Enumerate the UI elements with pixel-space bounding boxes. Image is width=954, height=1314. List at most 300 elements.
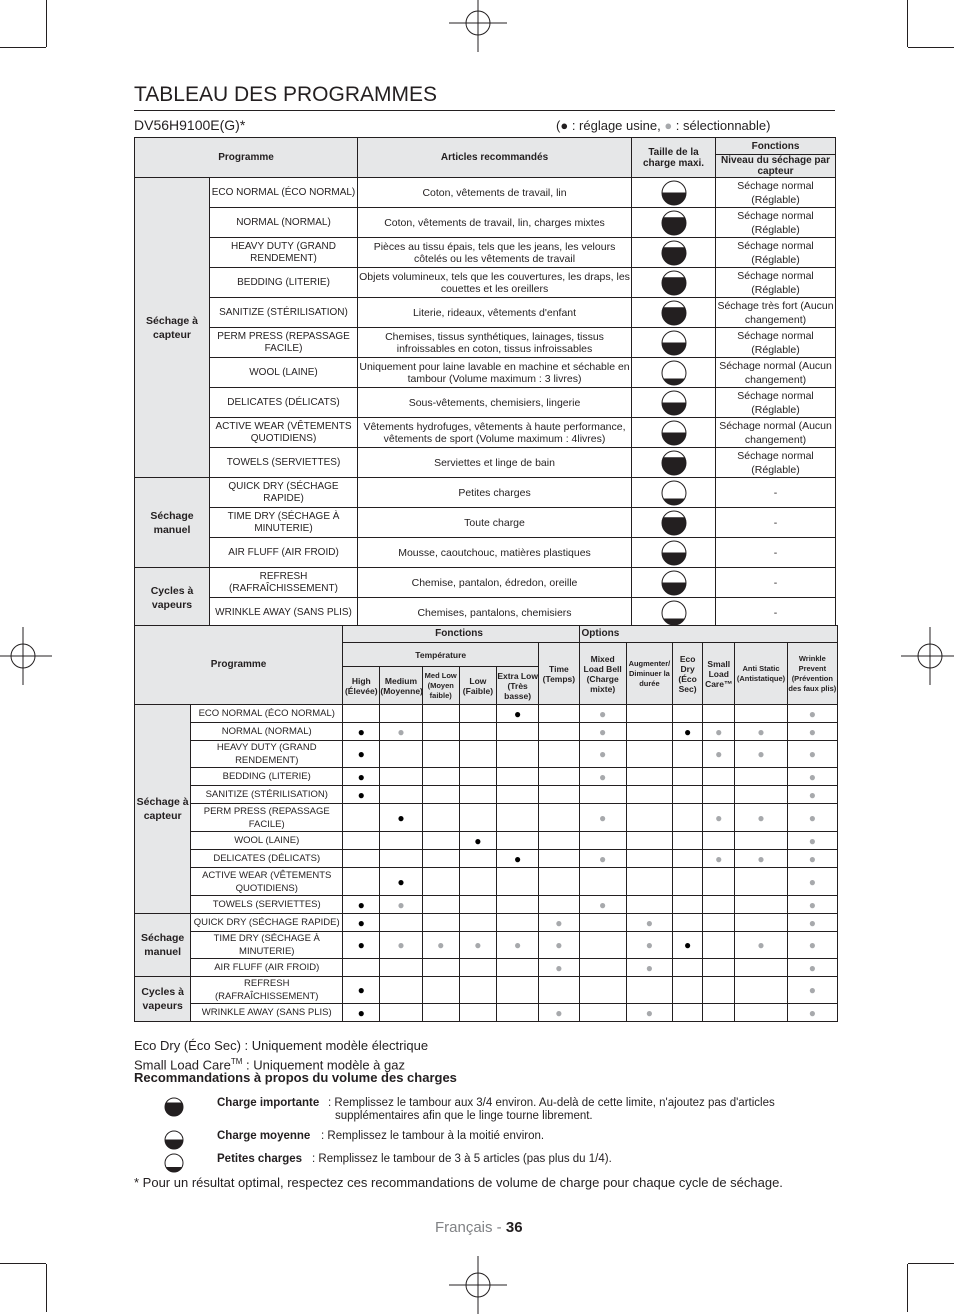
- option-cell: [459, 786, 496, 804]
- option-cell: [459, 1004, 496, 1022]
- selectable-dot-icon: ●: [397, 938, 405, 952]
- full-load-icon: [661, 450, 687, 476]
- page-number-value: 36: [505, 1219, 523, 1236]
- table-row: [135, 418, 836, 448]
- selectable-dot-icon: ●: [757, 938, 765, 952]
- programme-name: HEAVY DUTY (GRAND RENDEMENT): [191, 741, 343, 768]
- option-cell: [459, 705, 496, 723]
- option-cell: [459, 914, 496, 932]
- load-size-cell: [632, 208, 716, 238]
- load-size-cell: [632, 388, 716, 418]
- programme-name: ACTIVE WEAR (VÊTEMENTS QUOTIDIENS): [191, 868, 343, 896]
- option-cell: [539, 768, 579, 786]
- option-cell: [422, 868, 459, 896]
- option-cell: [703, 786, 735, 804]
- option-cell: [459, 977, 496, 1004]
- option-cell: [735, 741, 787, 768]
- option-cell: [703, 768, 735, 786]
- selectable-dot-icon: ●: [437, 938, 445, 952]
- option-cell: [579, 832, 626, 850]
- default-dot-icon: ●: [357, 983, 365, 997]
- option-cell: [735, 914, 787, 932]
- programme-name: BEDDING (LITERIE): [191, 768, 343, 786]
- option-cell: [626, 741, 672, 768]
- articles-cell: Pièces au tissu épais, tels que les jeans, les velours côtelés ou les vêtements de travail: [358, 238, 632, 268]
- option-cell: [422, 832, 459, 850]
- header-time: Time (Temps): [539, 643, 579, 705]
- option-cell: [703, 850, 735, 868]
- articles-cell: Chemises, pantalons, chemisiers: [358, 598, 632, 628]
- option-cell: [343, 868, 380, 896]
- option-cell: [673, 914, 703, 932]
- option-cell: [422, 786, 459, 804]
- option-cell: [343, 896, 380, 914]
- trademark: TM: [230, 1057, 243, 1066]
- header-taille: Taille de la charge maxi.: [632, 138, 716, 178]
- option-cell: [380, 977, 422, 1004]
- table-row: [135, 850, 838, 868]
- option-cell: [539, 741, 579, 768]
- crop-mark: [908, 47, 954, 48]
- option-cell: [459, 804, 496, 832]
- selectable-dot-icon: ●: [715, 747, 723, 761]
- programme-name: NORMAL (NORMAL): [191, 723, 343, 741]
- half-load-icon: [661, 570, 687, 596]
- option-cell: [703, 959, 735, 977]
- option-cell: [703, 1004, 735, 1022]
- selectable-dot-icon: ●: [757, 747, 765, 761]
- option-cell: [380, 705, 422, 723]
- articles-cell: Uniquement pour laine lavable en machine et séchable en tambour (Volume maximum : 3 livres): [358, 358, 632, 388]
- dry-level-cell: Séchage normal (Réglable): [716, 268, 836, 298]
- option-cell: [626, 977, 672, 1004]
- programme-name: ECO NORMAL (ÉCO NORMAL): [210, 178, 358, 208]
- selectable-dot-icon: ●: [808, 833, 816, 848]
- dry-level-cell: -: [716, 538, 836, 568]
- programme-name: REFRESH (RAFRAÎCHISSEMENT): [210, 568, 358, 598]
- option-cell: [787, 932, 837, 959]
- option-cell: [539, 896, 579, 914]
- option-cell: [380, 804, 422, 832]
- selectable-dot-icon: ●: [474, 938, 482, 952]
- selectable-dot-icon: ●: [599, 897, 607, 912]
- table-row: [135, 358, 836, 388]
- table-row: [135, 705, 838, 723]
- table-row: [135, 298, 836, 328]
- option-cell: [343, 914, 380, 932]
- option-cell: [497, 804, 539, 832]
- option-cell: [497, 914, 539, 932]
- full-load-icon: [661, 270, 687, 296]
- option-cell: [539, 786, 579, 804]
- programme-name: TIME DRY (SÉCHAGE À MINUTERIE): [210, 508, 358, 538]
- crop-mark: [908, 1263, 954, 1264]
- option-cell: [787, 896, 837, 914]
- selectable-dot-icon: ●: [599, 851, 607, 866]
- table-row: [135, 896, 838, 914]
- option-cell: [539, 850, 579, 868]
- crop-mark: [46, 1264, 47, 1312]
- selectable-dot-icon: ●: [715, 851, 723, 866]
- programme-name: AIR FLUFF (AIR FROID): [191, 959, 343, 977]
- option-cell: [343, 786, 380, 804]
- option-cell: [343, 932, 380, 959]
- header-anti-static: Anti Static (Antistatique): [735, 643, 787, 705]
- header-eco-dry: Eco Dry (Éco Sec): [673, 643, 703, 705]
- option-cell: [787, 832, 837, 850]
- table-row: [135, 1004, 838, 1022]
- header-augmenter-diminuer: Augmenter/ Diminuer la durée: [626, 643, 672, 705]
- option-cell: [673, 1004, 703, 1022]
- option-cell: [343, 741, 380, 768]
- selectable-dot-icon: ●: [555, 960, 563, 975]
- header-temperature: Température: [343, 643, 539, 667]
- programme-name: BEDDING (LITERIE): [210, 268, 358, 298]
- option-cell: [626, 868, 672, 896]
- load-size-cell: [632, 298, 716, 328]
- half-load-icon: [661, 180, 687, 206]
- group-name: Séchage à capteur: [135, 705, 191, 914]
- selectable-dot-icon: ●: [757, 810, 765, 825]
- selectable-dot-icon: ●: [808, 915, 816, 930]
- option-cell: [673, 705, 703, 723]
- selectable-dot-icon: ●: [808, 724, 816, 739]
- option-cell: [673, 896, 703, 914]
- option-cell: [626, 896, 672, 914]
- crop-mark: [907, 0, 908, 47]
- programme-name: SANITIZE (STÉRILISATION): [191, 786, 343, 804]
- option-cell: [579, 768, 626, 786]
- crop-mark: [0, 47, 46, 48]
- programme-name: PERM PRESS (REPASSAGE FACILE): [191, 804, 343, 832]
- registration-mark-icon: [901, 627, 954, 685]
- option-cell: [497, 832, 539, 850]
- option-cell: [735, 804, 787, 832]
- full-load-icon: [661, 240, 687, 266]
- articles-cell: Sous-vêtements, chemisiers, lingerie: [358, 388, 632, 418]
- legend-selectable-text: : sélectionnable): [672, 118, 771, 133]
- model-notes: [134, 1038, 428, 1073]
- option-cell: [626, 786, 672, 804]
- option-cell: [459, 741, 496, 768]
- option-cell: [422, 741, 459, 768]
- option-cell: [497, 1004, 539, 1022]
- table-row: [135, 388, 836, 418]
- dry-level-cell: Séchage normal (Réglable): [716, 238, 836, 268]
- articles-cell: Literie, rideaux, vêtements d'enfant: [358, 298, 632, 328]
- recommendation-label: Charge moyenne: [217, 1130, 311, 1142]
- option-cell: [735, 932, 787, 959]
- table-row: [135, 868, 838, 896]
- programme-name: TIME DRY (SÉCHAGE À MINUTERIE): [191, 932, 343, 959]
- option-cell: [380, 723, 422, 741]
- option-cell: [422, 914, 459, 932]
- option-cell: [626, 832, 672, 850]
- option-cell: [539, 804, 579, 832]
- group-name: Cycles à vapeurs: [135, 568, 210, 628]
- option-cell: [787, 804, 837, 832]
- header-temp-medium: Medium (Moyenne): [380, 667, 422, 705]
- recommendation-label: Charge importante: [217, 1097, 320, 1109]
- model-number: DV56H9100E(G)*: [134, 117, 246, 133]
- small-load-text: : Uniquement modèle à gaz: [242, 1057, 405, 1073]
- option-cell: [380, 768, 422, 786]
- crop-mark: [907, 1264, 908, 1312]
- half-load-icon: [661, 420, 687, 446]
- selectable-dot-icon: ●: [514, 938, 522, 952]
- option-cell: [459, 832, 496, 850]
- programme-name: TOWELS (SERVIETTES): [191, 896, 343, 914]
- dry-level-cell: Séchage normal (Aucun changement): [716, 418, 836, 448]
- option-cell: [626, 959, 672, 977]
- half-load-icon: [661, 330, 687, 356]
- option-cell: [343, 977, 380, 1004]
- load-size-cell: [632, 478, 716, 508]
- option-cell: [539, 868, 579, 896]
- selectable-dot-icon: ●: [555, 915, 563, 930]
- recommendation-text: : Remplissez le tambour aux 3/4 environ. Au-delà de cette limite, n'ajoutez pas d'articles: [328, 1097, 775, 1109]
- full-load-icon: [661, 510, 687, 536]
- small-load-icon: [661, 360, 687, 386]
- selectable-dot-icon: ●: [808, 787, 816, 802]
- full-load-icon: [661, 210, 687, 236]
- option-cell: [703, 723, 735, 741]
- selectable-dot-icon: ●: [808, 706, 816, 721]
- programme-name: WRINKLE AWAY (SANS PLIS): [210, 598, 358, 628]
- option-cell: [422, 1004, 459, 1022]
- option-cell: [787, 977, 837, 1004]
- selectable-dot-icon: ●: [808, 938, 816, 952]
- programme-name: WRINKLE AWAY (SANS PLIS): [191, 1004, 343, 1022]
- option-cell: [343, 959, 380, 977]
- registration-mark-icon: [449, 1256, 507, 1314]
- default-dot-icon: ●: [474, 833, 482, 848]
- option-cell: [787, 768, 837, 786]
- programme-name: REFRESH (RAFRAÎCHISSEMENT): [191, 977, 343, 1004]
- option-cell: [735, 959, 787, 977]
- recommendation-text-cont: supplémentaires afin que le linge tourne librement.: [335, 1110, 593, 1122]
- table-row: [135, 723, 838, 741]
- selectable-dot-icon: ●: [599, 724, 607, 739]
- selectable-dot-icon: ●: [645, 938, 654, 952]
- programme-name: PERM PRESS (REPASSAGE FACILE): [210, 328, 358, 358]
- load-size-cell: [632, 358, 716, 388]
- option-cell: [539, 723, 579, 741]
- option-cell: [422, 896, 459, 914]
- option-cell: [703, 804, 735, 832]
- option-cell: [380, 932, 422, 959]
- selectable-dot-icon: ●: [645, 915, 654, 930]
- default-dot-icon: ●: [514, 851, 522, 866]
- articles-cell: Objets volumineux, tels que les couvertures, les draps, les couettes et les oreillers: [358, 268, 632, 298]
- option-cell: [735, 768, 787, 786]
- option-cell: [735, 1004, 787, 1022]
- option-cell: [673, 932, 703, 959]
- option-cell: [539, 832, 579, 850]
- programme-name: ACTIVE WEAR (VÊTEMENTS QUOTIDIENS): [210, 418, 358, 448]
- default-dot-icon: ●: [357, 897, 365, 912]
- table-row: [135, 804, 838, 832]
- option-cell: [343, 768, 380, 786]
- option-cell: [673, 868, 703, 896]
- articles-cell: Coton, vêtements de travail, lin, charges mixtes: [358, 208, 632, 238]
- selectable-dot-icon: ●: [757, 851, 765, 866]
- option-cell: [539, 1004, 579, 1022]
- header-niveau: Niveau du séchage par capteur: [716, 155, 836, 178]
- option-cell: [703, 896, 735, 914]
- page-lang: Français -: [435, 1219, 506, 1236]
- option-cell: [343, 1004, 380, 1022]
- default-dot-icon: ●: [560, 118, 569, 133]
- selectable-dot-icon: ●: [808, 747, 816, 761]
- default-dot-icon: ●: [357, 938, 365, 952]
- option-cell: [459, 850, 496, 868]
- option-cell: [343, 705, 380, 723]
- selectable-dot-icon: ●: [599, 747, 607, 761]
- option-cell: [626, 1004, 672, 1022]
- option-cell: [703, 832, 735, 850]
- selectable-dot-icon: ●: [808, 960, 816, 975]
- table-row: [135, 977, 838, 1004]
- selectable-dot-icon: ●: [645, 960, 654, 975]
- option-cell: [539, 705, 579, 723]
- default-dot-icon: ●: [357, 747, 365, 761]
- crop-mark: [0, 1263, 46, 1264]
- small-load-icon: [164, 1153, 184, 1177]
- group-name: Cycles à vapeurs: [135, 977, 191, 1022]
- option-cell: [703, 932, 735, 959]
- option-cell: [579, 914, 626, 932]
- option-cell: [579, 868, 626, 896]
- selectable-dot-icon: ●: [599, 706, 607, 721]
- program-table-options: [134, 625, 838, 1022]
- default-dot-icon: ●: [357, 915, 365, 930]
- option-cell: [579, 896, 626, 914]
- load-size-cell: [632, 178, 716, 208]
- table-row: [135, 538, 836, 568]
- option-cell: [422, 977, 459, 1004]
- load-size-cell: [632, 238, 716, 268]
- registration-mark-icon: [449, 0, 507, 52]
- selectable-dot-icon: ●: [808, 769, 816, 784]
- option-cell: [497, 768, 539, 786]
- load-size-cell: [632, 418, 716, 448]
- programme-name: SANITIZE (STÉRILISATION): [210, 298, 358, 328]
- programme-name: QUICK DRY (SÉCHAGE RAPIDE): [191, 914, 343, 932]
- header-mixed-load: Mixed Load Bell (Charge mixte): [579, 643, 626, 705]
- group-name: Séchage manuel: [135, 478, 210, 568]
- selectable-dot-icon: ●: [808, 851, 816, 866]
- option-cell: [579, 932, 626, 959]
- registration-mark-icon: [0, 627, 52, 685]
- legend-open: (: [556, 118, 561, 133]
- table-row: [135, 568, 836, 598]
- option-cell: [703, 741, 735, 768]
- option-cell: [497, 977, 539, 1004]
- option-cell: [539, 932, 579, 959]
- option-cell: [497, 741, 539, 768]
- dry-level-cell: Séchage normal (Aucun changement): [716, 358, 836, 388]
- option-cell: [422, 932, 459, 959]
- option-cell: [673, 832, 703, 850]
- selectable-dot-icon: ●: [555, 1005, 563, 1020]
- articles-cell: Coton, vêtements de travail, lin: [358, 178, 632, 208]
- dry-level-cell: -: [716, 598, 836, 628]
- title-rule: [134, 110, 835, 111]
- table-row: [135, 268, 836, 298]
- selectable-dot-icon: ●: [715, 810, 723, 825]
- option-cell: [422, 959, 459, 977]
- option-cell: [579, 977, 626, 1004]
- selectable-dot-icon: ●: [645, 1005, 654, 1020]
- header-fonctions: Fonctions: [343, 626, 579, 643]
- programme-name: AIR FLUFF (AIR FROID): [210, 538, 358, 568]
- option-cell: [787, 741, 837, 768]
- option-cell: [735, 868, 787, 896]
- option-cell: [343, 723, 380, 741]
- dry-level-cell: Séchage normal (Réglable): [716, 328, 836, 358]
- group-name: Séchage manuel: [135, 914, 191, 977]
- option-cell: [497, 868, 539, 896]
- option-cell: [787, 850, 837, 868]
- option-cell: [422, 705, 459, 723]
- half-load-icon: [661, 390, 687, 416]
- option-cell: [673, 804, 703, 832]
- dry-level-cell: Séchage normal (Réglable): [716, 178, 836, 208]
- selectable-dot-icon: ●: [808, 874, 816, 889]
- recommendation-text: : Remplissez le tambour de 3 à 5 articles (pas plus du 1/4).: [312, 1153, 612, 1165]
- table-row: [135, 208, 836, 238]
- articles-cell: Vêtements hydrofuges, vêtements à haute performance, vêtements de sport (Volume maximum : 4livres): [358, 418, 632, 448]
- default-dot-icon: ●: [397, 874, 405, 889]
- option-cell: [380, 914, 422, 932]
- option-cell: [735, 723, 787, 741]
- default-dot-icon: ●: [357, 1005, 365, 1020]
- page-number: [435, 1219, 523, 1236]
- load-size-cell: [632, 568, 716, 598]
- dry-level-cell: Séchage normal (Réglable): [716, 208, 836, 238]
- option-cell: [735, 850, 787, 868]
- option-cell: [579, 804, 626, 832]
- option-cell: [459, 768, 496, 786]
- option-cell: [626, 932, 672, 959]
- option-cell: [579, 741, 626, 768]
- table-row: [135, 741, 838, 768]
- articles-cell: Petites charges: [358, 478, 632, 508]
- default-dot-icon: ●: [683, 938, 692, 952]
- table-row: [135, 508, 836, 538]
- crop-mark: [46, 0, 47, 47]
- small-load-icon: [661, 600, 687, 626]
- option-cell: [787, 786, 837, 804]
- group-name: Séchage à capteur: [135, 178, 210, 478]
- option-cell: [735, 705, 787, 723]
- option-cell: [703, 705, 735, 723]
- dry-level-cell: -: [716, 568, 836, 598]
- header-temp-med-low: Med Low (Moyen faible): [422, 667, 459, 705]
- header-small-load-care: Small Load Care™: [703, 643, 735, 705]
- programme-name: WOOL (LAINE): [210, 358, 358, 388]
- programme-name: ECO NORMAL (ÉCO NORMAL): [191, 705, 343, 723]
- small-load-icon: [661, 480, 687, 506]
- table-row: [135, 914, 838, 932]
- option-cell: [735, 896, 787, 914]
- option-cell: [626, 768, 672, 786]
- option-cell: [422, 723, 459, 741]
- option-cell: [497, 959, 539, 977]
- dry-level-cell: Séchage normal (Réglable): [716, 448, 836, 478]
- default-dot-icon: ●: [397, 810, 405, 825]
